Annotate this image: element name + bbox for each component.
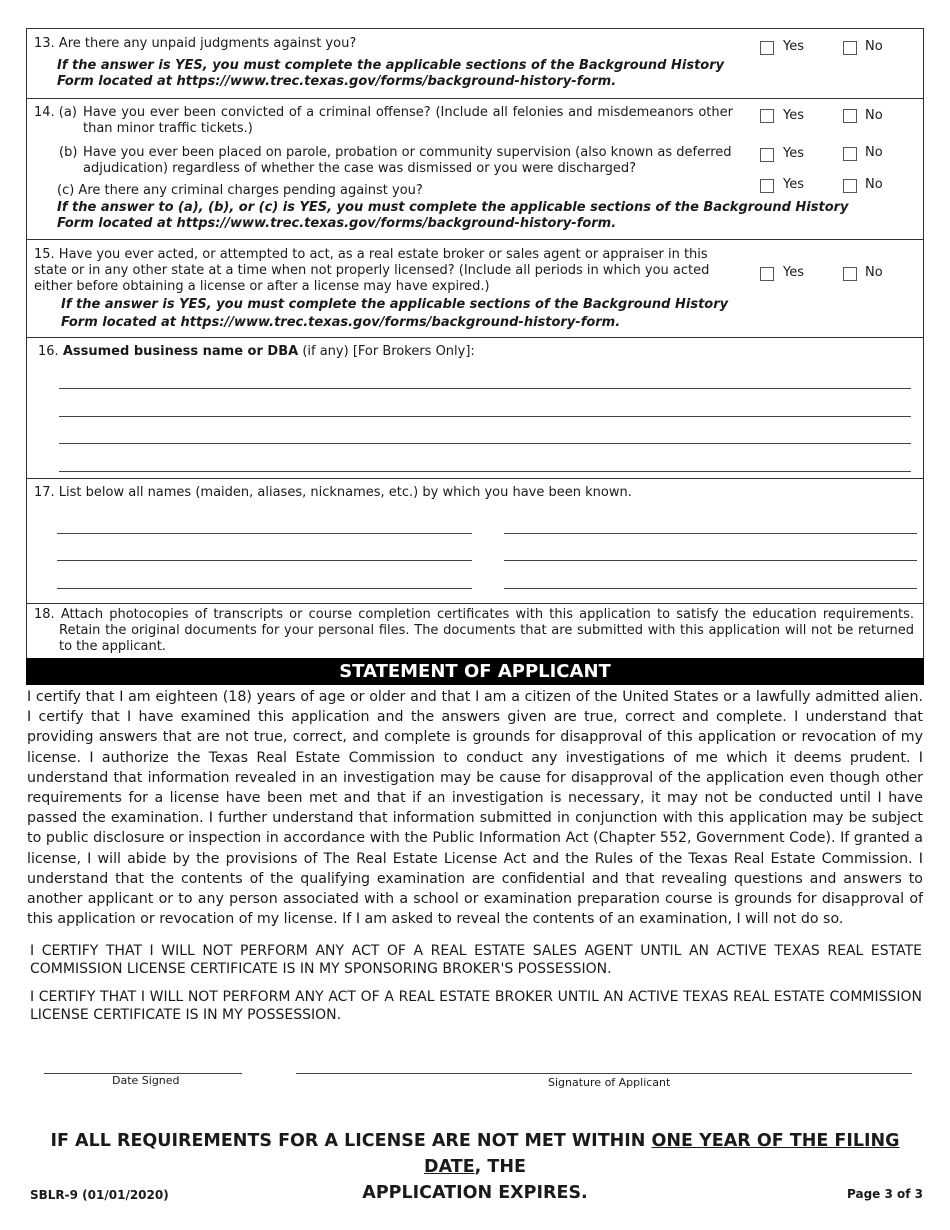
warning-underlined: ONE YEAR OF THE FILING DATE	[424, 1131, 900, 1177]
question-16-section	[26, 337, 924, 478]
page-number: Page 3 of 3	[847, 1187, 923, 1201]
q14b-number: (b)	[59, 145, 78, 160]
q15-yes-label: Yes	[783, 265, 804, 280]
date-signed-label: Date Signed	[112, 1074, 180, 1087]
dba-line-2[interactable]	[59, 416, 911, 417]
cert-broker: I CERTIFY THAT I WILL NOT PERFORM ANY ACT OF A REAL ESTATE BROKER UNTIL AN ACTIVE TEXAS REAL ESTATE COMMISSION LICENSE CERTIFICATE IS IN MY POSSESSION.	[30, 989, 922, 1023]
signature-line[interactable]	[296, 1073, 912, 1074]
q13-no-label: No	[865, 39, 883, 54]
warning-line2: APPLICATION EXPIRES.	[362, 1183, 588, 1203]
q16-bold-label: Assumed business name or DBA	[62, 344, 299, 359]
question-18-section	[26, 603, 924, 659]
q16-number: 16.	[38, 344, 59, 359]
q16-label	[38, 344, 475, 360]
q14b-yes-label: Yes	[783, 146, 804, 161]
name-line-1-left[interactable]	[57, 533, 472, 534]
q13-yes-label: Yes	[783, 39, 804, 54]
name-line-1-right[interactable]	[504, 533, 917, 534]
q14c-question: (c) Are there any criminal charges pending against you?	[57, 183, 423, 198]
form-id: SBLR-9 (01/01/2020)	[30, 1188, 169, 1202]
q14a-yes-checkbox[interactable]	[760, 109, 774, 123]
statement-title: STATEMENT OF APPLICANT	[26, 658, 924, 685]
q14a-yes-label: Yes	[783, 108, 804, 123]
q13-yes-checkbox[interactable]	[760, 41, 774, 55]
question-14-section	[26, 98, 924, 239]
q15-note: If the answer is YES, you must complete the applicable sections of the Background History Form located at https://www.trec.texas.gov/forms/background-history-form.	[61, 297, 729, 330]
name-line-2-left[interactable]	[57, 560, 472, 561]
q13-note: If the answer is YES, you must complete the applicable sections of the Background History Form located at https://www.trec.texas.gov/forms/background-history-form.	[57, 58, 725, 89]
q14b-yes-checkbox[interactable]	[760, 148, 774, 162]
q14a-no-label: No	[865, 108, 883, 123]
warning-part2: , THE	[474, 1157, 526, 1177]
question-17-section	[26, 478, 924, 603]
q14b-no-label: No	[865, 145, 883, 160]
name-line-3-left[interactable]	[57, 588, 472, 589]
name-line-3-right[interactable]	[504, 588, 917, 589]
q13-question: 13. Are there any unpaid judgments against you?	[34, 36, 357, 51]
q14a-no-checkbox[interactable]	[843, 109, 857, 123]
statement-body: I certify that I am eighteen (18) years of age or older and that I am a citizen of the United States or a lawfully admitted alien. I certify that I have examined this application and the answers given are true, correct and complete. I understand that providing answers that are not true, correct, and complete is grounds for disapproval of this application or revocation of my license. I authorize the Texas Real Estate Commission to conduct any investigations of me which it deems prudent. I understand that information revealed in an investigation may be cause for disapproval of the application even though other requirements for a license have been met and that if an investigation is necessary, it may not be conducted until I have passed the examination. I further understand that information submitted in conjunction with this application may be subject to public disclosure or inspection in accordance with the Public Information Act (Chapter 552, Government Code). If granted a license, I will abide by the provisions of The Real Estate License Act and the Rules of the Texas Real Estate Commission. I understand that the contents of the qualifying examination are confidential and that revealing questions and answers to another applicant or to any person associated with a school or examination preparation course is grounds for disapproval of this application or revocation of my license. If I am asked to reveal the contents of an examination, I will not do so.	[27, 689, 923, 928]
q14c-yes-label: Yes	[783, 177, 804, 192]
q15-question: 15. Have you ever acted, or attempted to act, as a real estate broker or sales agent or appraiser in this state or in any other state at a time when not properly licensed? (Include all periods in which you acted either before obtaining a license or after a license may have expired.)	[34, 247, 710, 294]
q13-no-checkbox[interactable]	[843, 41, 857, 55]
q14c-no-label: No	[865, 177, 883, 192]
dba-line-3[interactable]	[59, 443, 911, 444]
warning-part1: IF ALL REQUIREMENTS FOR A LICENSE ARE NOT MET WITHIN	[50, 1131, 652, 1151]
q14-note: If the answer to (a), (b), or (c) is YES, you must complete the applicable sections of the Background History Form located at https://www.trec.texas.gov/forms/background-history-form.	[57, 200, 849, 231]
q14c-yes-checkbox[interactable]	[760, 179, 774, 193]
signature-label: Signature of Applicant	[548, 1076, 671, 1089]
q17-text: 17. List below all names (maiden, aliases, nicknames, etc.) by which you have been known.	[34, 485, 632, 500]
dba-line-4[interactable]	[59, 471, 911, 472]
q14b-question: Have you ever been placed on parole, probation or community supervision (also known as deferred adjudication) regardless of whether the case was dismissed or you were discharged?	[83, 145, 732, 176]
q15-no-checkbox[interactable]	[843, 267, 857, 281]
q16-rest-label: (if any) [For Brokers Only]:	[298, 344, 475, 359]
q14a-question: Have you ever been convicted of a criminal offense? (Include all felonies and misdemeanors other than minor traffic tickets.)	[83, 105, 733, 136]
name-line-2-right[interactable]	[504, 560, 917, 561]
question-15-section	[26, 239, 924, 337]
q14c-no-checkbox[interactable]	[843, 179, 857, 193]
q14b-no-checkbox[interactable]	[843, 147, 857, 161]
q15-yes-checkbox[interactable]	[760, 267, 774, 281]
q14a-number: 14. (a)	[34, 105, 77, 120]
cert-sales-agent: I CERTIFY THAT I WILL NOT PERFORM ANY ACT OF A REAL ESTATE SALES AGENT UNTIL AN ACTIVE TEXAS REAL ESTATE COMMISSION LICENSE CERTIFICATE IS IN MY SPONSORING BROKER'S POSSESSION.	[30, 943, 922, 977]
q15-no-label: No	[865, 265, 883, 280]
q18-text: 18. Attach photocopies of transcripts or course completion certificates with this application to satisfy the education requirements. Retain the original documents for your personal files. The documents that are submitted with this application will not be returned to the applicant.	[34, 607, 914, 654]
question-13-section	[26, 28, 924, 98]
dba-line-1[interactable]	[59, 388, 911, 389]
